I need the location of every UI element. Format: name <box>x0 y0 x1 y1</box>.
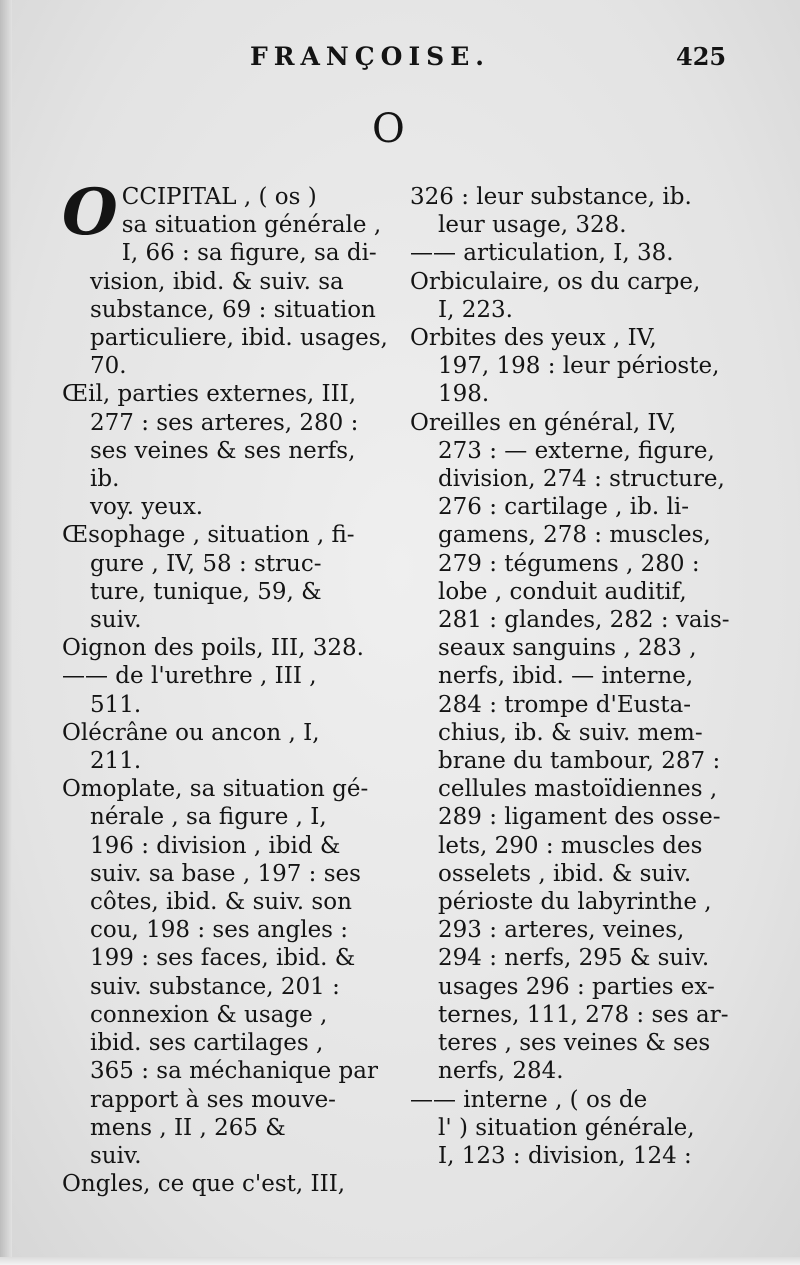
entry-line: brane du tambour, 287 : <box>438 748 721 775</box>
entry-line: 276 : cartilage , ib. li- <box>438 494 689 521</box>
entry-line: cellules mastoïdiennes , <box>438 776 718 803</box>
entry-line: particuliere, ibid. usages, <box>90 325 388 352</box>
entry-line: Œsophage , situation , fi- <box>62 522 355 549</box>
entry-line: substance, 69 : situation <box>90 296 376 323</box>
page-bottom-edge <box>0 1257 800 1265</box>
running-head: FRANÇOISE. <box>250 42 490 71</box>
index-entry <box>410 409 732 1086</box>
entry-line: suiv. substance, 201 : <box>90 973 340 1000</box>
entry-line: division, 274 : structure, <box>438 466 725 493</box>
index-entry <box>62 521 392 634</box>
entry-line: 198. <box>438 381 490 408</box>
index-entry <box>410 239 732 267</box>
entry-line: 199 : ses faces, ibid. & <box>90 945 356 972</box>
entry-line: Orbites des yeux , IV, <box>410 325 657 352</box>
entry-line: voy. yeux. <box>90 494 204 521</box>
entry-line: suiv. <box>90 607 142 634</box>
index-entry <box>410 268 732 324</box>
entry-line: ture, tunique, 59, & <box>90 578 322 605</box>
entry-line: 293 : arteres, veines, <box>438 917 685 944</box>
entry-line: gamens, 278 : muscles, <box>438 522 711 549</box>
entry-line: osselets , ibid. & suiv. <box>438 860 692 887</box>
entry-line: 289 : ligament des osse- <box>438 804 721 831</box>
entry-line: ternes, 111, 278 : ses ar- <box>438 1001 729 1028</box>
entry-line: usages 296 : parties ex- <box>438 973 715 1000</box>
entry-line: —— interne , ( os de <box>410 1086 648 1113</box>
entry-line: I, 123 : division, 124 : <box>438 1142 692 1169</box>
index-column-left <box>62 175 392 1198</box>
entry-line: ses veines & ses nerfs, ib. <box>90 437 356 493</box>
entry-line: leur usage, 328. <box>438 212 627 239</box>
entry-line: cou, 198 : ses angles : <box>90 917 349 944</box>
entry-line: l' ) situation générale, <box>438 1114 695 1141</box>
entry-line: 197, 198 : leur périoste, <box>438 353 720 380</box>
entry-line: périoste du labyrinthe , <box>438 889 712 916</box>
entry-line: Oignon des poils, III, 328. <box>62 635 364 662</box>
entry-line: 211. <box>90 748 142 775</box>
entry-line: 294 : nerfs, 295 & suiv. <box>438 945 710 972</box>
entry-line: 70. <box>90 353 127 380</box>
entry-line: suiv. sa base , 197 : ses <box>90 860 361 887</box>
entry-line: mens , II , 265 & <box>90 1114 286 1141</box>
index-entry <box>62 662 392 718</box>
entry-line: 196 : division , ibid & <box>90 832 341 859</box>
entry-line: I, 223. <box>438 296 513 323</box>
entry-line: rapport à ses mouve- <box>90 1086 336 1113</box>
index-entry <box>62 775 392 1170</box>
entry-line: lobe , conduit auditif, <box>438 578 687 605</box>
index-entry <box>62 1170 392 1198</box>
entry-line: 279 : tégumens , 280 : <box>438 550 700 577</box>
entry-line: 511. <box>90 691 142 718</box>
entry-line: sa situation générale , <box>121 212 382 239</box>
entry-line: 277 : ses arteres, 280 : <box>90 409 359 436</box>
index-entry <box>410 324 732 409</box>
entry-line: ibid. ses cartilages , <box>90 1030 324 1057</box>
entry-line: nérale , sa figure , I, <box>90 804 327 831</box>
drop-cap: O <box>62 175 118 250</box>
entry-line: Orbiculaire, os du carpe, <box>410 268 701 295</box>
entry-line: nerfs, ibid. — interne, <box>438 663 694 690</box>
entry-line: côtes, ibid. & suiv. son <box>90 889 352 916</box>
entry-line: —— articulation, I, 38. <box>410 240 674 267</box>
entry-line: Ongles, ce que c'est, III, <box>62 1171 346 1198</box>
entry-line: Olécrâne ou ancon , I, <box>62 719 320 746</box>
index-entry <box>62 634 392 662</box>
entry-line: gure , IV, 58 : struc- <box>90 550 322 577</box>
page-number: 425 <box>676 42 727 71</box>
entry-line: suiv. <box>90 1142 142 1169</box>
entry-line: 326 : leur substance, ib. <box>410 184 692 210</box>
entry-line: 365 : sa méchanique par <box>90 1058 378 1085</box>
entry-line: seaux sanguins , 283 , <box>438 635 697 662</box>
entry-line: chius, ib. & suiv. mem- <box>438 719 703 746</box>
entry-line: CCIPITAL , ( os ) <box>121 184 317 210</box>
entry-line: teres , ses veines & ses <box>438 1030 711 1057</box>
entry-line: 281 : glandes, 282 : vais- <box>438 607 730 634</box>
entry-line: Oreilles en général, IV, <box>410 409 677 436</box>
entry-line: —— de l'urethre , III , <box>62 663 317 690</box>
page-edge-shadow <box>0 0 12 1265</box>
entry-line: nerfs, 284. <box>438 1058 564 1085</box>
index-entry <box>62 719 392 775</box>
entry-line: lets, 290 : muscles des <box>438 832 703 859</box>
entry-line: 284 : trompe d'Eusta- <box>438 691 691 718</box>
entry-line: vision, ibid. & suiv. sa <box>90 268 344 295</box>
entry-line: Omoplate, sa situation gé- <box>62 776 369 803</box>
index-entry <box>62 380 392 521</box>
entry-line: connexion & usage , <box>90 1001 328 1028</box>
index-column-right <box>410 183 732 1170</box>
index-entry <box>410 183 732 239</box>
section-letter: O <box>372 106 405 152</box>
index-entry <box>410 1086 732 1171</box>
entry-line: I, 66 : sa figure, sa di- <box>121 240 377 267</box>
entry-line: 273 : — externe, figure, <box>438 437 715 464</box>
entry-line: Œil, parties externes, III, <box>62 381 357 408</box>
index-entry <box>62 175 392 380</box>
